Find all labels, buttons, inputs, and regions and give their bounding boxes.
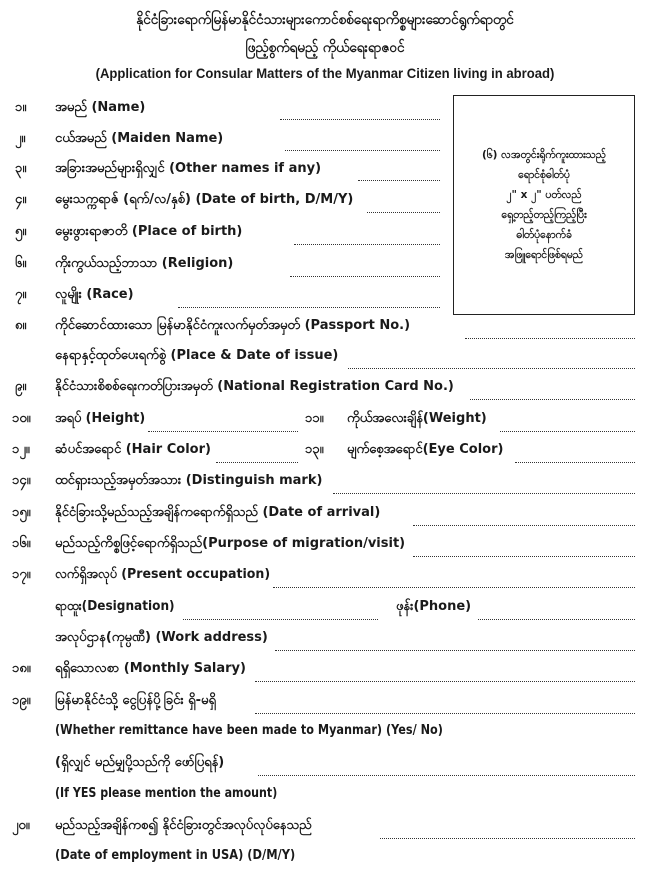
designation-input-line[interactable] <box>183 619 378 620</box>
field-number: ၁၄။ <box>12 473 31 488</box>
photo-instruction: (၆) လအတွင်းရိုက်ကူးထားသည့် <box>481 149 607 161</box>
form-subtitle-myanmar: ဖြည့်စွက်ရမည့် ကိုယ်ရေးရာဇဝင် <box>245 40 405 56</box>
passport-no-input-line[interactable] <box>465 338 635 339</box>
distinguish-mark-input-line[interactable] <box>333 493 635 494</box>
phone-input-line[interactable] <box>478 619 635 620</box>
field-label-distinguish-mark: ထင်ရှားသည့်အမှတ်အသား (Distinguish mark) <box>55 473 323 488</box>
present-occupation-input-line[interactable] <box>273 587 635 588</box>
field-label-religion: ကိုးကွယ်သည့်ဘာသာ (Religion) <box>55 256 234 271</box>
field-number: ၂။ <box>15 131 26 146</box>
field-label-date-of-birth: မွေးသက္ကရာဇ် (ရက်/လ/နှစ်) (Date of birth, D/M/Y) <box>55 192 354 207</box>
field-label-employment-start: မည်သည့်အချိန်ကစ၍ နိုင်ငံခြားတွင်အလုပ်လုပ်နေသည် <box>55 818 312 833</box>
field-number: ၁၇။ <box>12 567 31 582</box>
photo-instruction: ရောင်စုံဓါတ်ပုံ <box>518 169 570 181</box>
work-address-input-line[interactable] <box>275 650 635 651</box>
other-names-input-line[interactable] <box>358 180 440 181</box>
field-number: ၁၅။ <box>12 505 31 520</box>
field-label-maiden-name: ငယ်အမည် (Maiden Name) <box>55 131 224 146</box>
religion-input-line[interactable] <box>290 276 440 277</box>
field-number: ၁။ <box>15 100 27 115</box>
field-label-race: လူမျိုး (Race) <box>55 287 134 302</box>
field-number: ၂၀။ <box>12 818 30 833</box>
photo-instruction: အဖြူရောင်ဖြစ်ရမည် <box>504 249 584 261</box>
race-input-line[interactable] <box>178 307 440 308</box>
field-number: ၇။ <box>15 287 27 302</box>
field-label-weight: ကိုယ်အလေးချိန်(Weight) <box>347 411 487 426</box>
photo-instruction: ရှေ့တည့်တည့်ကြည့်ပြီး <box>501 209 587 221</box>
field-label-remittance-amount-english: (If YES please mention the amount) <box>55 786 278 801</box>
hair-color-input-line[interactable] <box>216 462 298 463</box>
name-input-line[interactable] <box>280 119 440 120</box>
field-number: ၈။ <box>15 318 27 333</box>
field-label-present-occupation: လက်ရှိအလုပ် (Present occupation) <box>55 567 271 582</box>
height-input-line[interactable] <box>148 431 298 432</box>
field-label-designation: ရာထူး(Designation) <box>55 599 175 614</box>
maiden-name-input-line[interactable] <box>285 150 440 151</box>
date-of-birth-input-line[interactable] <box>367 212 440 213</box>
field-label-phone: ဖုန်း(Phone) <box>396 599 472 614</box>
field-label-height: အရပ် (Height) <box>55 411 146 426</box>
field-number: ၉။ <box>15 379 27 394</box>
place-of-birth-input-line[interactable] <box>294 244 440 245</box>
place-date-issue-input-line[interactable] <box>348 368 635 369</box>
photo-instruction: ဓါတ်ပုံနောက်ခံ <box>516 229 572 241</box>
field-label-other-names: အခြားအမည်များရှိလျှင် (Other names if any) <box>55 161 322 176</box>
photo-instruction: ၂" x ၂" ပတ်လည် <box>506 189 582 201</box>
eye-color-input-line[interactable] <box>515 462 635 463</box>
field-label-name: အမည် (Name) <box>55 100 146 115</box>
field-label-remittance-amount: (ရှိလျှင် မည်မျှပို့သည်ကို ဖော်ပြရန်) <box>55 755 225 770</box>
field-number: ၆။ <box>15 256 27 271</box>
field-number: ၅။ <box>15 224 27 239</box>
weight-input-line[interactable] <box>500 431 635 432</box>
field-number: ၁၆။ <box>12 536 31 551</box>
field-label-nrc-no: နိုင်ငံသားစိစစ်ရေးကတ်ပြားအမှတ် (National Registration Card No.) <box>55 379 454 394</box>
monthly-salary-input-line[interactable] <box>255 681 635 682</box>
field-label-purpose-of-visit: မည်သည့်ကိစ္စဖြင့်ရောက်ရှိသည်(Purpose of migration/visit) <box>55 536 406 551</box>
field-label-work-address: အလုပ်ဌာန(ကုမ္ပဏီ) (Work address) <box>55 630 268 645</box>
photo-box <box>453 95 635 315</box>
remittance-amount-input-line[interactable] <box>258 775 635 776</box>
form-title-myanmar: နိုင်ငံခြားရောက်မြန်မာနိုင်ငံသားများကောင်စစ်ရေးရာကိစ္စများဆောင်ရွက်ရာတွင် <box>136 12 514 28</box>
field-number: ၁၈။ <box>12 661 31 676</box>
field-label-remittance-english: (Whether remittance have been made to Myanmar) (Yes/ No) <box>55 723 443 738</box>
purpose-input-line[interactable] <box>413 556 635 557</box>
field-label-monthly-salary: ရရှိသောလစာ (Monthly Salary) <box>55 661 246 676</box>
field-number: ၄။ <box>15 192 27 207</box>
field-label-eye-color: မျက်စေ့အရောင်(Eye Color) <box>347 442 504 457</box>
field-number: ၁၉။ <box>12 693 31 708</box>
date-of-arrival-input-line[interactable] <box>413 525 635 526</box>
field-label-employment-date-english: (Date of employment in USA) (D/M/Y) <box>55 848 296 863</box>
field-label-hair-color: ဆံပင်အရောင် (Hair Color) <box>55 442 211 457</box>
field-number: ၁၂။ <box>12 442 30 457</box>
form-title-english: (Application for Consular Matters of the Myanmar Citizen living in abroad) <box>95 66 555 81</box>
field-label-date-of-arrival: နိုင်ငံခြားသို့မည်သည့်အချိန်ကရောက်ရှိသည် (Date of arrival) <box>55 505 381 520</box>
nrc-no-input-line[interactable] <box>470 399 635 400</box>
remittance-input-line[interactable] <box>255 713 635 714</box>
field-label-remittance: မြန်မာနိုင်ငံသို့ ငွေပြန်ပို့ခြင်း ရှိ-မရှိ <box>55 693 216 708</box>
field-label-passport-no: ကိုင်ဆောင်ထားသော မြန်မာနိုင်ငံကူးလက်မှတ်အမှတ် (Passport No.) <box>55 318 411 333</box>
field-number: ၃။ <box>15 161 27 176</box>
field-number: ၁၀။ <box>12 411 31 426</box>
field-number: ၁၁။ <box>305 411 324 426</box>
employment-start-input-line[interactable] <box>380 838 635 839</box>
field-number: ၁၃။ <box>305 442 324 457</box>
field-label-place-date-of-issue: နေရာနှင့်ထုတ်ပေးရက်စွဲ (Place & Date of issue) <box>55 348 339 363</box>
field-label-place-of-birth: မွေးဖွားရာဇာတိ (Place of birth) <box>55 224 243 239</box>
